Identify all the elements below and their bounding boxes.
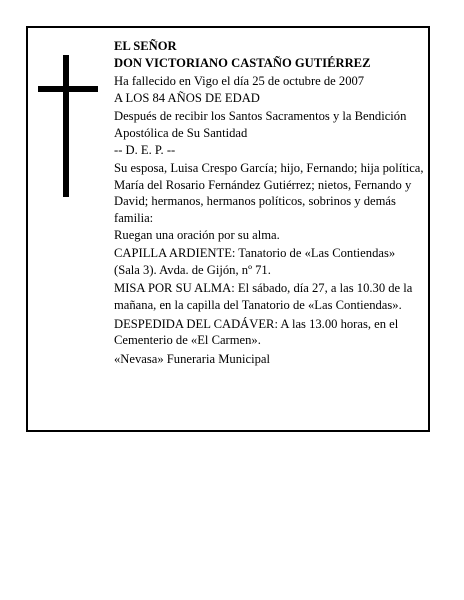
family-list: Su esposa, Luisa Crespo García; hijo, Fernando; hija política, María del Rosario Fernández Gutiérrez; nietos, Fernando y David; hermanos, hermanos políticos, sobrinos y demás familia: [114,161,424,225]
farewell-info: DESPEDIDA DEL CADÁVER: A las 13.00 horas, en el Cementerio de «El Carmen». [114,316,399,348]
honorific: EL SEÑOR [114,39,177,53]
funeral-home: «Nevasa» Funeraria Municipal [114,351,270,366]
chapel-info: CAPILLA ARDIENTE: Tanatorio de «Las Contiendas» (Sala 3). Avda. de Gijón, nº 71. [114,246,396,277]
cross-icon [38,55,98,197]
sacraments-text: Después de recibir los Santos Sacramentos y la Bendición Apostólica de Su Santidad [114,109,407,140]
death-place-date: Ha fallecido en Vigo el día 25 de octubre de 2007 [114,74,365,89]
cross-horizontal-bar [38,86,98,92]
age-line: A LOS 84 AÑOS DE EDAD [114,90,260,105]
deceased-name: DON VICTORIANO CASTAÑO GUTIÉRREZ [114,55,371,70]
rip-line: -- D. E. P. -- [114,142,176,157]
mass-info: MISA POR SU ALMA: El sábado, día 27, a las 10.30 de la mañana, en la capilla del Tanatorio de «Las Contiendas». [114,281,413,312]
obituary-text [114,38,424,367]
prayer-request: Ruegan una oración por su alma. [114,227,280,242]
cross-vertical-bar [63,55,69,197]
